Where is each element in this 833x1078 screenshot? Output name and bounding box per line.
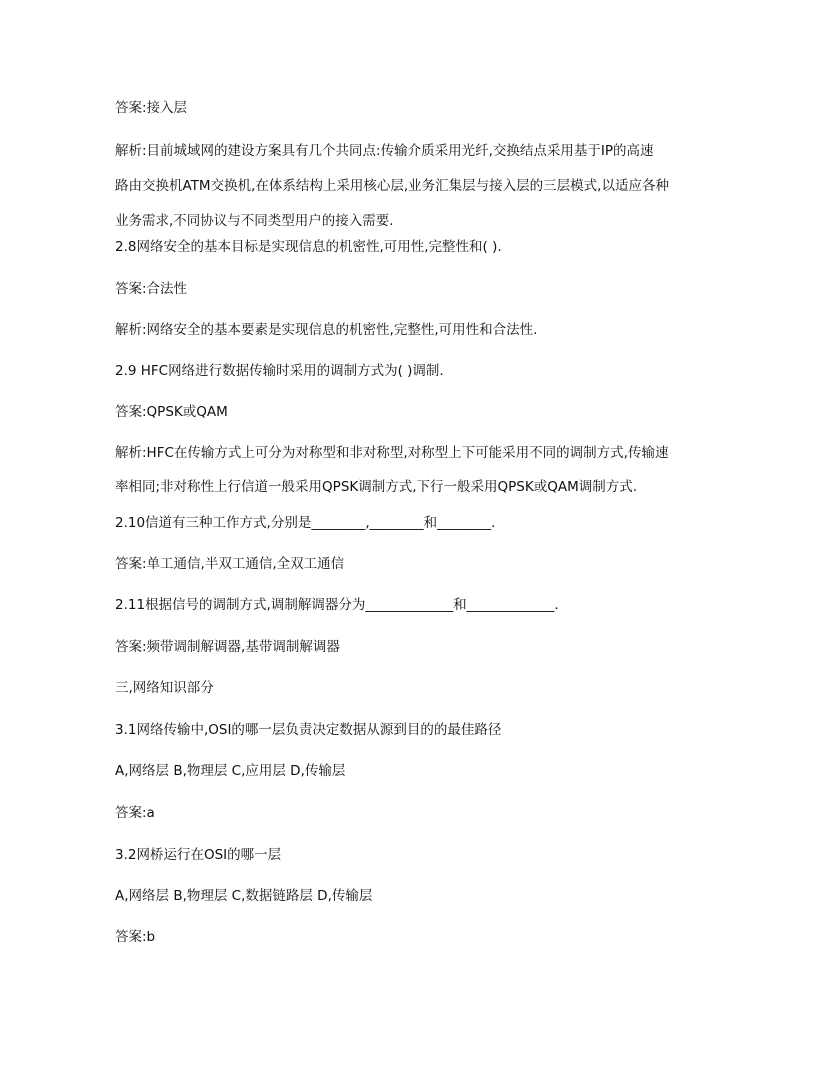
analysis-line: 解析:HFC在传输方式上可分为对称型和非对称型,对称型上下可能采用不同的调制方式,传输速	[115, 445, 669, 461]
answer-line: 答案:合法性	[115, 281, 188, 297]
answer-line: 答案:频带调制解调器,基带调制解调器	[115, 639, 340, 655]
question-line: 3.1网络传输中,OSI的哪一层负责决定数据从源到目的的最佳路径	[115, 722, 502, 738]
answer-line: 答案:QPSK或QAM	[115, 404, 228, 420]
question-line: 2.10信道有三种工作方式,分别是________,________和________.	[115, 515, 496, 531]
answer-line: 答案:b	[115, 929, 156, 945]
analysis-line: 率相同;非对称性上行信道一般采用QPSK调制方式,下行一般采用QPSK或QAM调制方式.	[115, 479, 638, 495]
question-line: 2.9 HFC网络进行数据传输时采用的调制方式为( )调制.	[115, 363, 444, 379]
analysis-line: 路由交换机ATM交换机,在体系结构上采用核心层,业务汇集层与接入层的三层模式,以适应各种	[115, 178, 669, 194]
question-line: 2.8网络安全的基本目标是实现信息的机密性,可用性,完整性和( ).	[115, 239, 502, 255]
analysis-line: 解析:目前城域网的建设方案具有几个共同点:传输介质采用光纤,交换结点采用基于IP的高速	[115, 143, 654, 159]
section-heading: 三,网络知识部分	[115, 680, 214, 696]
options-line: A,网络层 B,物理层 C,应用层 D,传输层	[115, 763, 346, 779]
analysis-line: 解析:网络安全的基本要素是实现信息的机密性,完整性,可用性和合法性.	[115, 322, 538, 338]
analysis-line: 业务需求,不同协议与不同类型用户的接入需要.	[115, 213, 394, 229]
question-line: 3.2网桥运行在OSI的哪一层	[115, 847, 282, 863]
options-line: A,网络层 B,物理层 C,数据链路层 D,传输层	[115, 888, 373, 904]
answer-line: 答案:接入层	[115, 100, 188, 116]
answer-line: 答案:单工通信,半双工通信,全双工通信	[115, 556, 345, 572]
answer-line: 答案:a	[115, 805, 155, 821]
question-line: 2.11根据信号的调制方式,调制解调器分为_____________和_____________.	[115, 597, 559, 613]
